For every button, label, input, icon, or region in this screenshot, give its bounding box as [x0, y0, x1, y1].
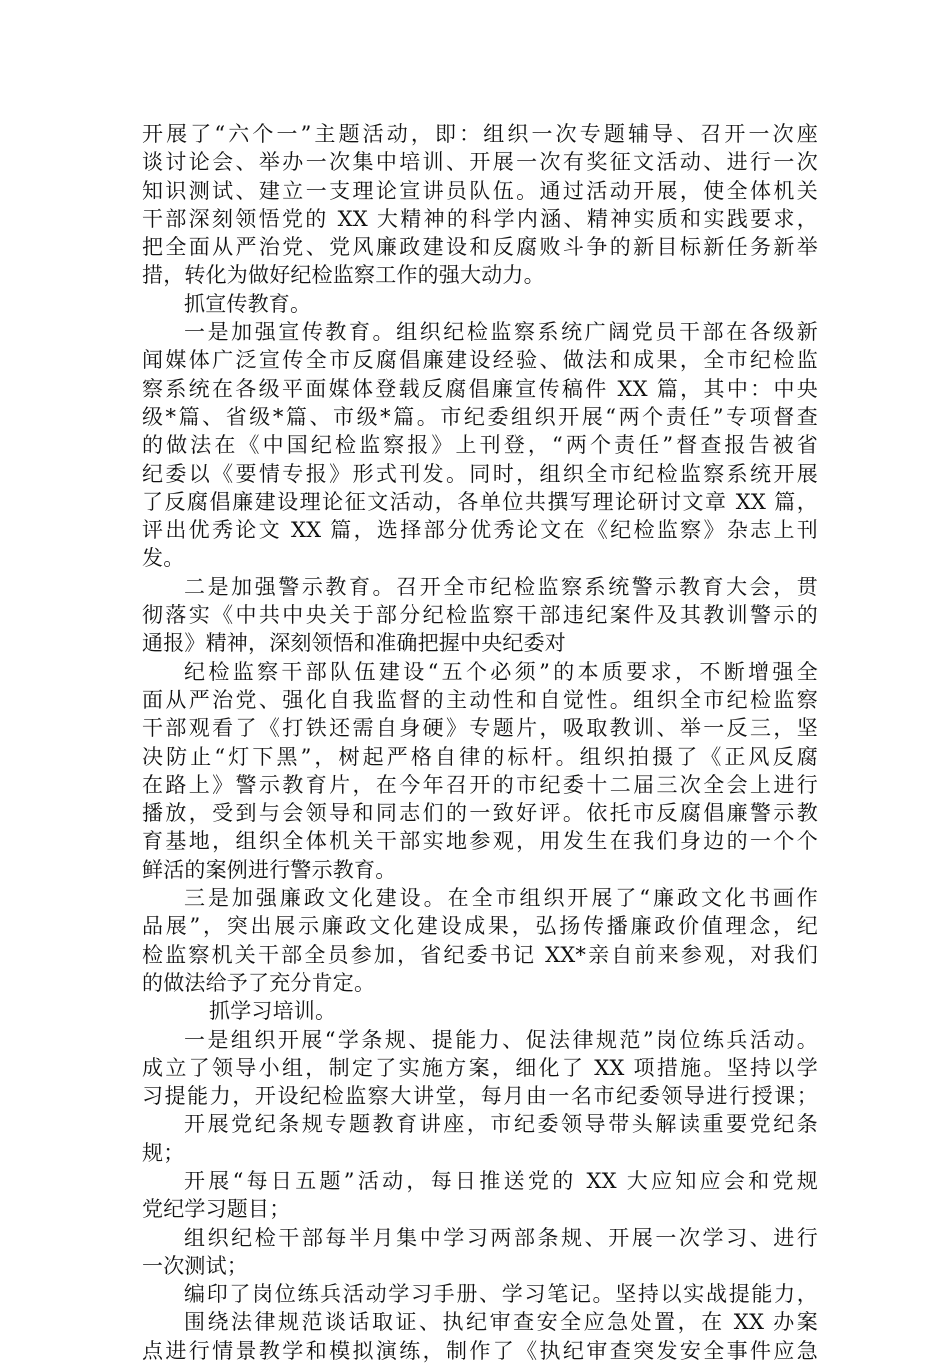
text-line: 检监察机关干部全员参加，省纪委书记 XX*亲自前来参观，对我们: [142, 942, 818, 967]
text-line: 通报》精神，深刻领悟和准确把握中央纪委对: [142, 631, 566, 656]
section-heading: 抓宣传教育。: [184, 291, 312, 316]
text-line: 面从严治党、强化自我监督的主动性和自觉性。组织全市纪检监察: [142, 687, 818, 712]
text-line: 了反腐倡廉建设理论征文活动，各单位共撰写理论研讨文章 XX 篇，: [142, 489, 818, 514]
text-line: 谈讨论会、举办一次集中培训、开展一次有奖征文活动、进行一次: [142, 150, 818, 175]
text-line: 干部深刻领悟党的 XX 大精神的科学内涵、精神实质和实践要求，: [142, 206, 818, 231]
text-line: 级*篇、省级*篇、市级*篇。市纪委组织开展“两个责任”专项督查: [142, 404, 818, 429]
text-line: 纪委以《要情专报》形式刊发。同时，组织全市纪检监察系统开展: [142, 461, 818, 486]
text-line: 开展了“六个一”主题活动，即：组织一次专题辅导、召开一次座: [142, 122, 818, 146]
text-line: 在路上》警示教育片，在今年召开的市纪委十二届三次全会上进行: [142, 772, 818, 797]
text-line: 育基地，组织全体机关干部实地参观，用发生在我们身边的一个个: [142, 829, 818, 854]
section-heading: 抓学习培训。: [209, 999, 337, 1024]
text-line: 围绕法律规范谈话取证、执纪审查安全应急处置，在 XX 办案: [184, 1310, 818, 1335]
text-line: 播放，受到与会领导和同志们的一致好评。依托市反腐倡廉警示教: [142, 801, 818, 826]
text-line: 决防止“灯下黑”，树起严格自律的标杆。组织拍摄了《正风反腐: [142, 744, 818, 769]
text-line: 评出优秀论文 XX 篇，选择部分优秀论文在《纪检监察》杂志上刊: [142, 518, 818, 543]
text-line: 组织纪检干部每半月集中学习两部条规、开展一次学习、进行: [184, 1225, 818, 1250]
text-line: 发。: [142, 546, 185, 571]
text-line: 的做法给予了充分肯定。: [142, 970, 376, 995]
text-line: 的做法在《中国纪检监察报》上刊登，“两个责任”督查报告被省: [142, 433, 818, 458]
text-line: 编印了岗位练兵活动学习手册、学习笔记。坚持以实战提能力，: [184, 1282, 818, 1307]
text-line: 三是加强廉政文化建设。在全市组织开展了“廉政文化书画作: [184, 886, 818, 911]
text-line: 闻媒体广泛宣传全市反腐倡廉建设经验、做法和成果，全市纪检监: [142, 348, 818, 373]
text-line: 一次测试；: [142, 1253, 248, 1278]
text-line: 一是组织开展“学条规、提能力、促法律规范”岗位练兵活动。: [184, 1027, 818, 1052]
text-line: 成立了领导小组，制定了实施方案，细化了 XX 项措施。坚持以学: [142, 1055, 818, 1080]
text-line: 措，转化为做好纪检监察工作的强大动力。: [142, 263, 545, 288]
text-line: 把全面从严治党、党风廉政建设和反腐败斗争的新目标新任务新举: [142, 235, 818, 260]
text-line: 知识测试、建立一支理论宣讲员队伍。通过活动开展，使全体机关: [142, 178, 818, 203]
text-line: 开展党纪条规专题教育讲座，市纪委领导带头解读重要党纪条: [184, 1112, 818, 1137]
text-line: 点进行情景教学和模拟演练，制作了《执纪审查突发安全事件应急: [142, 1338, 818, 1363]
text-line: 二是加强警示教育。召开全市纪检监察系统警示教育大会，贯: [184, 574, 818, 599]
text-line: 一是加强宣传教育。组织纪检监察系统广阔党员干部在各级新: [184, 320, 818, 345]
text-line: 干部观看了《打铁还需自身硬》专题片，吸取教训、举一反三，坚: [142, 716, 818, 741]
document-page: [142, 120, 818, 1365]
text-line: 品展”，突出展示廉政文化建设成果，弘扬传播廉政价值理念，纪: [142, 914, 818, 939]
text-line: 彻落实《中共中央关于部分纪检监察干部违纪案件及其教训警示的: [142, 603, 818, 628]
text-line: 纪检监察干部队伍建设“五个必须”的本质要求，不断增强全: [184, 659, 818, 684]
text-line: 党纪学习题目；: [142, 1197, 291, 1222]
text-line: 鲜活的案例进行警示教育。: [142, 857, 397, 882]
text-line: 开展“每日五题”活动，每日推送党的 XX 大应知应会和党规: [184, 1168, 818, 1193]
text-line: 习提能力，开设纪检监察大讲堂，每月由一名市纪委领导进行授课；: [142, 1084, 818, 1109]
text-line: 察系统在各级平面媒体登载反腐倡廉宣传稿件 XX 篇，其中：中央: [142, 376, 818, 401]
text-line: 规；: [142, 1140, 185, 1165]
